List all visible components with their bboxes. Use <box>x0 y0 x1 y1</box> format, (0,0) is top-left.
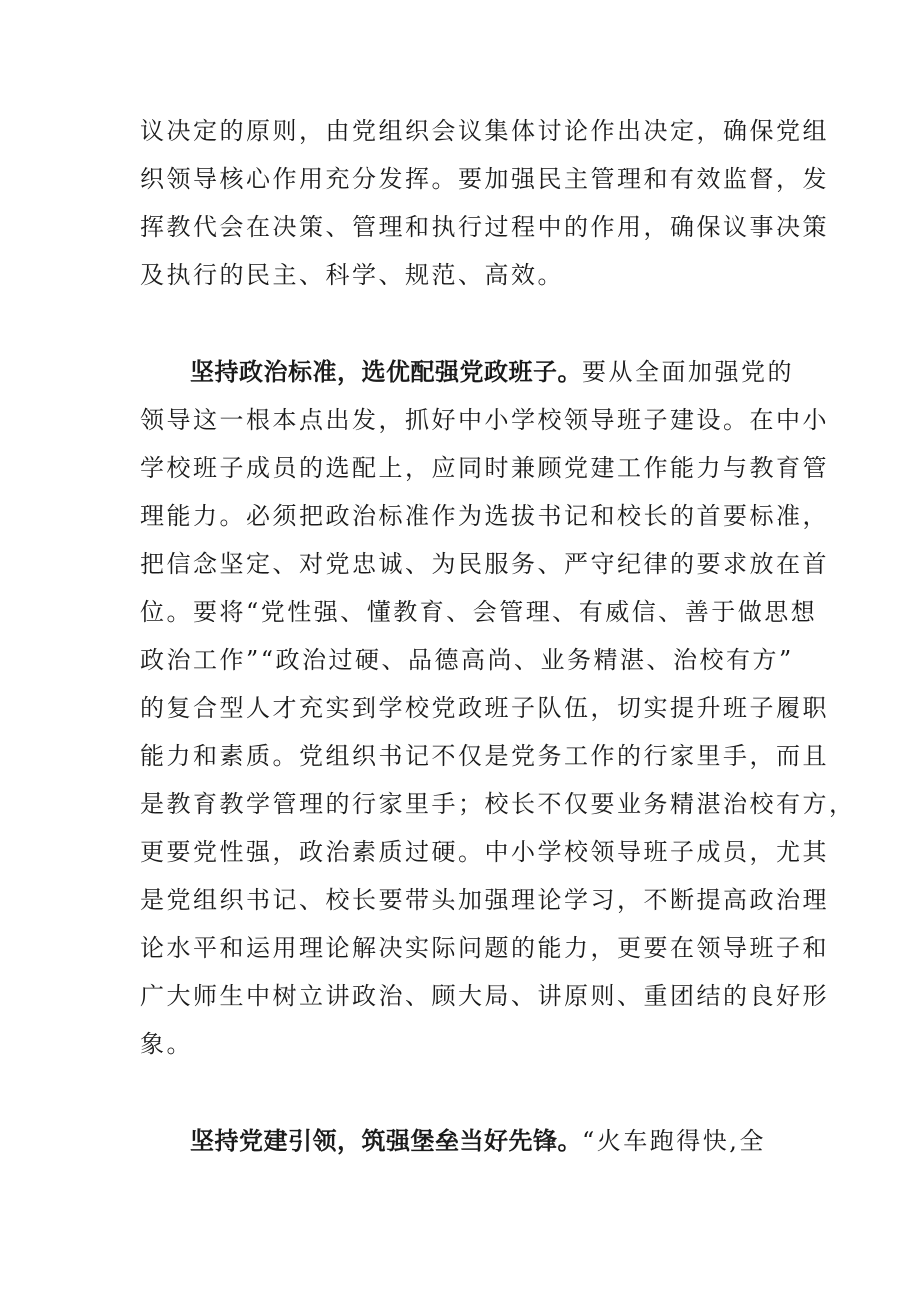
text-line: 象。 <box>140 1030 193 1058</box>
text-line: 学校班子成员的选配上，应同时兼顾党建工作能力与教育管 <box>140 454 829 482</box>
text-line: 把信念坚定、对党忠诚、为民服务、严守纪律的要求放在首 <box>140 550 829 578</box>
text-line: 领导这一根本点出发，抓好中小学校领导班子建设。在中小 <box>140 406 829 434</box>
text-line: 理能力。必须把政治标准作为选拔书记和校长的首要标准， <box>140 502 829 530</box>
paragraph-first-line <box>190 357 794 387</box>
text-line: 的复合型人才充实到学校党政班子队伍，切实提升班子履职 <box>140 694 829 722</box>
text-line: 论水平和运用理论解决实际问题的能力，更要在领导班子和 <box>140 934 829 962</box>
text-line: 是教育教学管理的行家里手；校长不仅要业务精湛治校有方， <box>140 790 856 818</box>
text-run: 要从全面加强党的 <box>582 358 794 386</box>
section-heading: 坚持党建引领，筑强堡垒当好先锋。 <box>190 1127 582 1155</box>
paragraph-first-line <box>190 1126 790 1156</box>
text-line: 位。要将“党性强、懂教育、会管理、有威信、善于做思想 <box>140 598 818 626</box>
text-line: 议决定的原则，由党组织会议集体讨论作出决定，确保党组 <box>140 117 829 145</box>
text-line: 及执行的民主、科学、规范、高效。 <box>140 261 564 289</box>
text-line: 织领导核心作用充分发挥。要加强民主管理和有效监督，发 <box>140 165 829 193</box>
text-run: “火车跑得快,全 <box>582 1127 766 1155</box>
text-line: 能力和素质。党组织书记不仅是党务工作的行家里手，而且 <box>140 742 829 770</box>
text-line: 广大师生中树立讲政治、顾大局、讲原则、重团结的良好形 <box>140 982 829 1010</box>
text-line: 挥教代会在决策、管理和执行过程中的作用，确保议事决策 <box>140 213 829 241</box>
text-line: 政治工作”“政治过硬、品德高尚、业务精湛、治校有方” <box>140 646 794 674</box>
text-line: 更要党性强，政治素质过硬。中小学校领导班子成员，尤其 <box>140 838 829 866</box>
section-heading: 坚持政治标准，选优配强党政班子。 <box>190 358 582 386</box>
text-line: 是党组织书记、校长要带头加强理论学习，不断提高政治理 <box>140 886 829 914</box>
